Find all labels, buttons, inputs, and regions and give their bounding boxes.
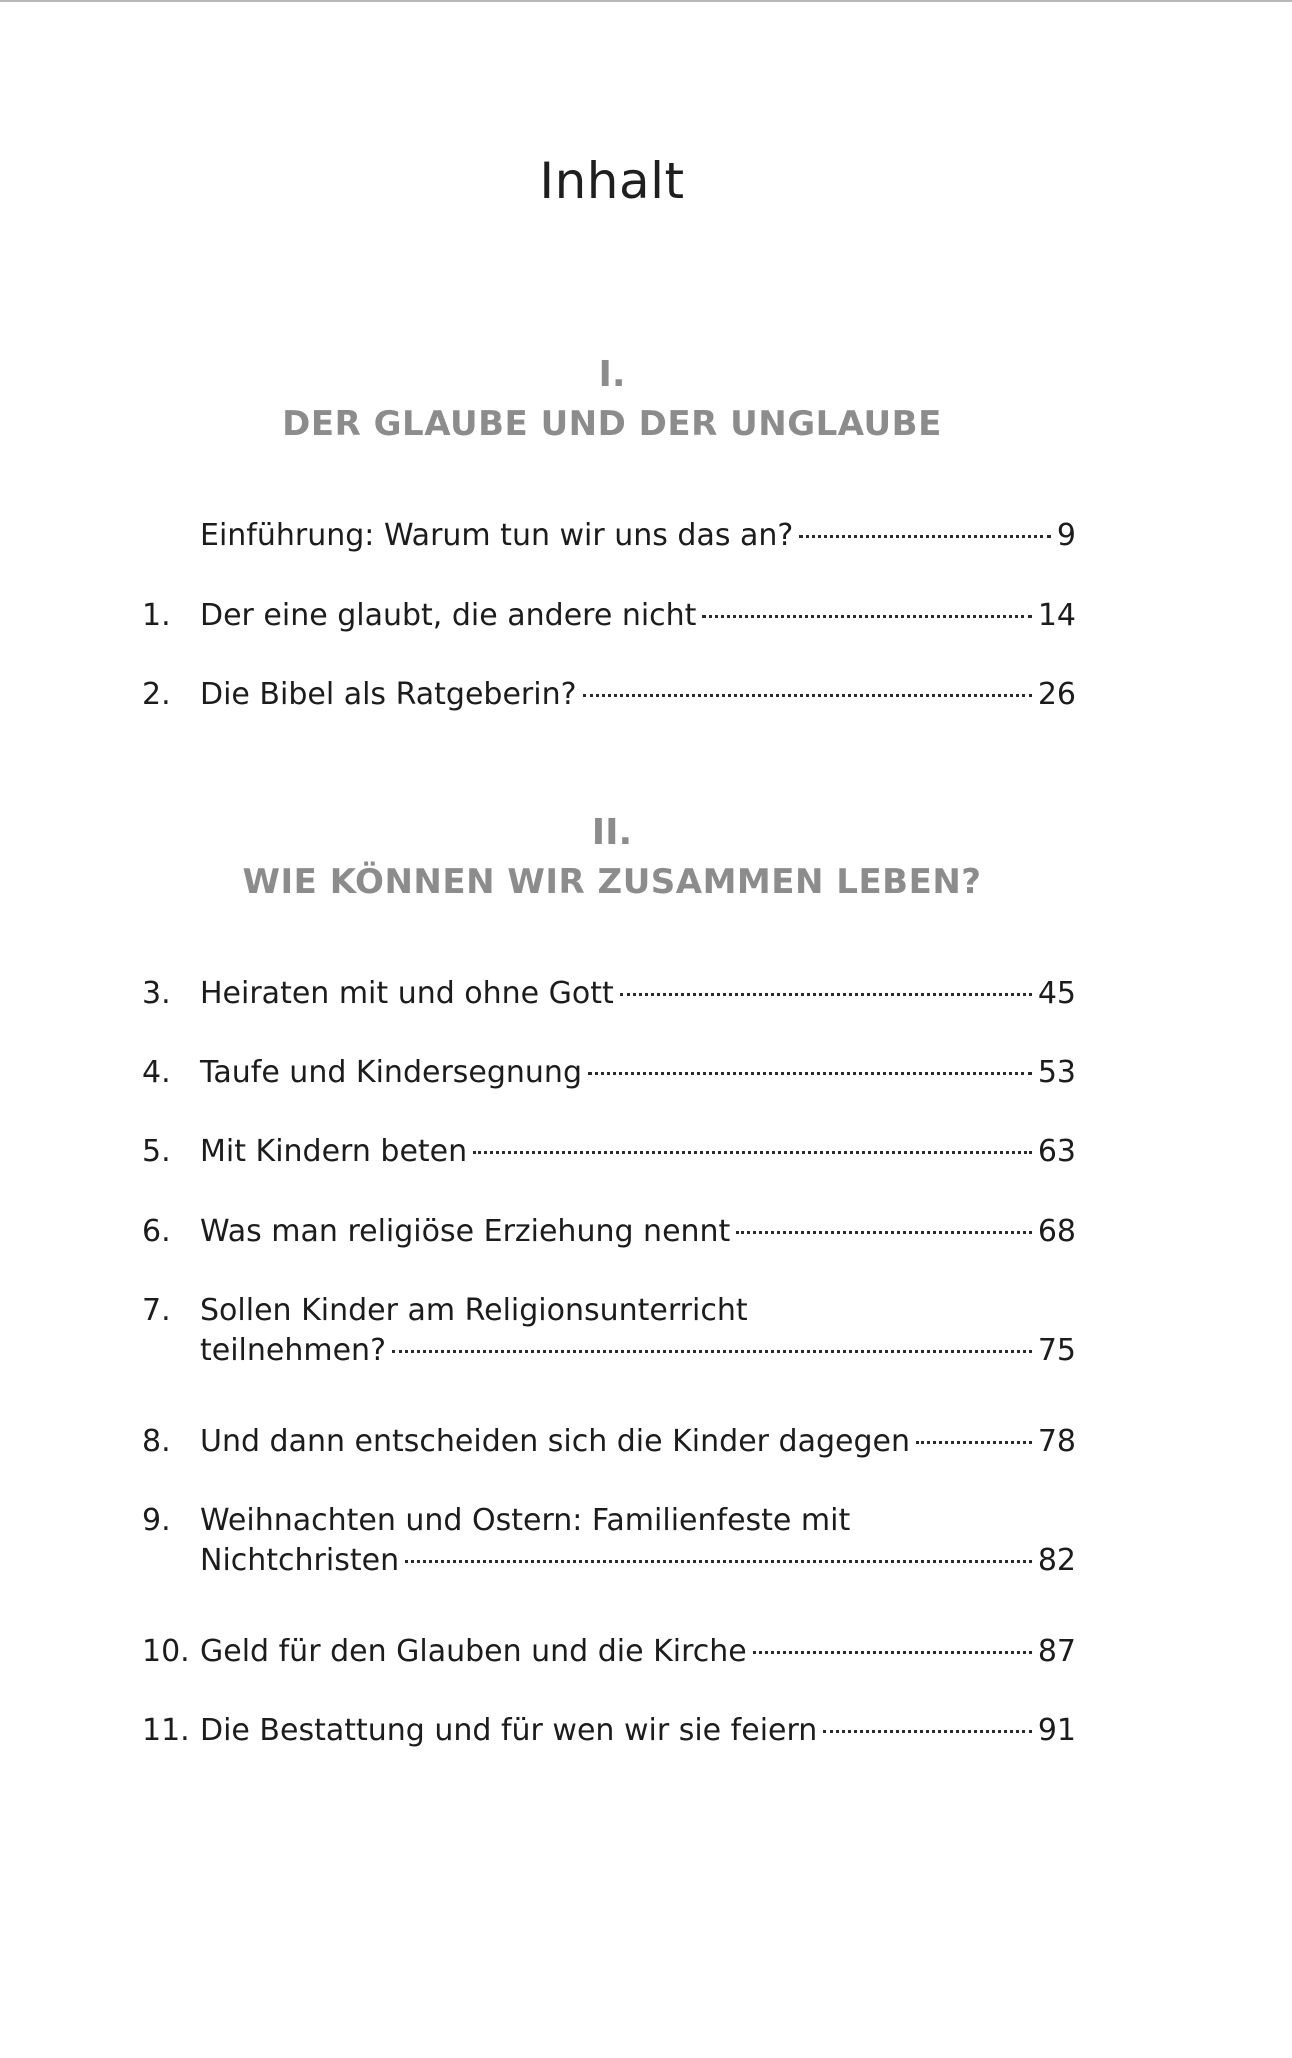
dot-leader bbox=[736, 1231, 1031, 1234]
toc-entry bbox=[142, 1711, 1076, 1751]
dot-leader bbox=[473, 1151, 1032, 1154]
entry-title: Nichtchristen bbox=[200, 1543, 400, 1578]
entry-page-number: 75 bbox=[1037, 1333, 1076, 1368]
dot-leader bbox=[916, 1441, 1032, 1444]
dot-leader bbox=[620, 993, 1032, 996]
entry-page-number: 14 bbox=[1037, 598, 1076, 633]
entry-title: Was man religiöse Erziehung nennt bbox=[200, 1214, 731, 1249]
entry-page-number: 63 bbox=[1037, 1134, 1076, 1169]
dot-leader bbox=[588, 1072, 1032, 1075]
section-heading: DER GLAUBE UND DER UNGLAUBE bbox=[282, 404, 942, 444]
toc-entry bbox=[142, 974, 1076, 1014]
entry-title-line1: Weihnachten und Ostern: Familienfeste mit bbox=[200, 1503, 851, 1538]
entry-page-number: 68 bbox=[1037, 1214, 1076, 1249]
dot-leader bbox=[583, 694, 1032, 697]
entry-title: Geld für den Glauben und die Kirche bbox=[200, 1634, 747, 1669]
entry-number: 1. bbox=[142, 598, 171, 633]
entry-number: 6. bbox=[142, 1214, 171, 1249]
page-title: Inhalt bbox=[539, 152, 685, 210]
entry-page-number: 78 bbox=[1037, 1424, 1076, 1459]
entry-title: Einführung: Warum tun wir uns das an? bbox=[200, 518, 794, 553]
dot-leader bbox=[405, 1560, 1032, 1563]
entry-title: teilnehmen? bbox=[200, 1333, 386, 1368]
entry-page-number: 53 bbox=[1037, 1055, 1076, 1090]
entry-title-line1: Sollen Kinder am Religionsunterricht bbox=[200, 1293, 748, 1328]
entry-number: 11. bbox=[142, 1713, 190, 1748]
entry-page-number: 26 bbox=[1037, 677, 1076, 712]
entry-title: Die Bibel als Ratgeberin? bbox=[200, 677, 577, 712]
toc-entry bbox=[142, 1053, 1076, 1093]
toc-entry bbox=[142, 516, 1076, 556]
toc-entry bbox=[142, 1212, 1076, 1252]
entry-title: Mit Kindern beten bbox=[200, 1134, 468, 1169]
section-numeral: II. bbox=[591, 812, 633, 853]
dot-leader bbox=[392, 1350, 1032, 1353]
section-heading: WIE KÖNNEN WIR ZUSAMMEN LEBEN? bbox=[242, 862, 982, 902]
entry-number: 9. bbox=[142, 1503, 171, 1538]
entry-number: 4. bbox=[142, 1055, 171, 1090]
entry-page-number: 91 bbox=[1037, 1713, 1076, 1748]
entry-number: 2. bbox=[142, 677, 171, 712]
entry-number: 5. bbox=[142, 1134, 171, 1169]
toc-entry bbox=[142, 596, 1076, 636]
entry-title: Die Bestattung und für wen wir sie feiern bbox=[200, 1713, 818, 1748]
entry-page-number: 87 bbox=[1037, 1634, 1076, 1669]
dot-leader bbox=[823, 1730, 1032, 1733]
entry-number: 7. bbox=[142, 1293, 171, 1328]
dot-leader bbox=[799, 535, 1051, 538]
entry-title: Und dann entscheiden sich die Kinder dagegen bbox=[200, 1424, 910, 1459]
toc-entry bbox=[142, 675, 1076, 715]
entry-page-number: 45 bbox=[1037, 976, 1076, 1011]
entry-page-number: 82 bbox=[1037, 1543, 1076, 1578]
dot-leader bbox=[753, 1651, 1032, 1654]
entry-title: Der eine glaubt, die andere nicht bbox=[200, 598, 697, 633]
dot-leader bbox=[702, 615, 1031, 618]
entry-title: Heiraten mit und ohne Gott bbox=[200, 976, 614, 1011]
section-numeral: I. bbox=[598, 354, 626, 395]
entry-title: Taufe und Kindersegnung bbox=[200, 1055, 582, 1090]
entry-number: 10. bbox=[142, 1634, 190, 1669]
toc-entry bbox=[142, 1291, 1076, 1371]
toc-entry bbox=[142, 1632, 1076, 1672]
entry-number: 8. bbox=[142, 1424, 171, 1459]
toc-entry bbox=[142, 1422, 1076, 1462]
entry-page-number: 9 bbox=[1056, 518, 1076, 553]
toc-entry bbox=[142, 1132, 1076, 1172]
toc-entry bbox=[142, 1501, 1076, 1581]
entry-number: 3. bbox=[142, 976, 171, 1011]
